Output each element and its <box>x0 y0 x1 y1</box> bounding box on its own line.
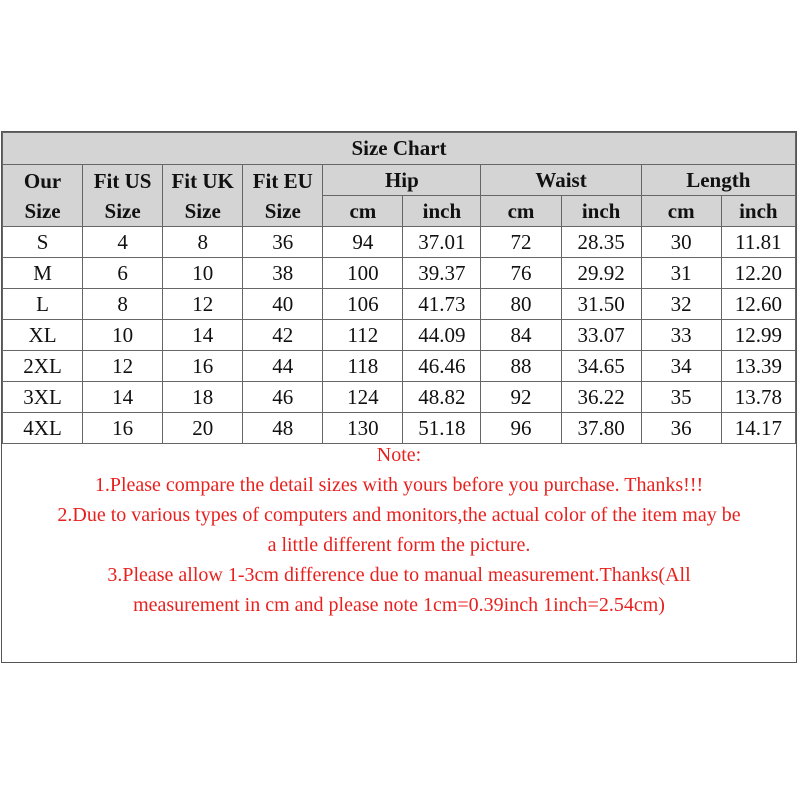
cell-hip-cm: 94 <box>323 227 403 258</box>
note-line-5: measurement in cm and please note 1cm=0.39inch 1inch=2.54cm) <box>133 594 665 616</box>
cell-length-cm: 32 <box>641 289 721 320</box>
cell-us: 16 <box>83 413 163 444</box>
unit-length-cm: cm <box>641 196 721 227</box>
cell-waist-cm: 96 <box>481 413 561 444</box>
cell-waist-cm: 84 <box>481 320 561 351</box>
cell-hip-cm: 118 <box>323 351 403 382</box>
size-table <box>2 132 796 444</box>
cell-us: 6 <box>83 258 163 289</box>
cell-hip-cm: 100 <box>323 258 403 289</box>
cell-size: 3XL <box>3 382 83 413</box>
table-row <box>3 351 796 382</box>
header-fit-eu-line1: Fit EU <box>252 168 313 193</box>
cell-us: 8 <box>83 289 163 320</box>
cell-size: S <box>3 227 83 258</box>
cell-length-inch: 13.78 <box>721 382 795 413</box>
cell-eu: 40 <box>243 289 323 320</box>
cell-waist-cm: 76 <box>481 258 561 289</box>
header-fit-eu <box>243 165 323 227</box>
cell-waist-cm: 80 <box>481 289 561 320</box>
cell-length-cm: 31 <box>641 258 721 289</box>
notes-section <box>2 440 796 620</box>
title-row <box>3 133 796 165</box>
unit-length-inch: inch <box>721 196 795 227</box>
cell-waist-cm: 88 <box>481 351 561 382</box>
cell-length-inch: 12.60 <box>721 289 795 320</box>
note-line-1: 1.Please compare the detail sizes with yours before you purchase. Thanks!!! <box>94 474 704 496</box>
cell-hip-cm: 112 <box>323 320 403 351</box>
header-row-1 <box>3 165 796 196</box>
table-row <box>3 227 796 258</box>
cell-hip-inch: 41.73 <box>403 289 481 320</box>
cell-waist-inch: 28.35 <box>561 227 641 258</box>
size-chart <box>1 131 797 663</box>
cell-hip-inch: 37.01 <box>403 227 481 258</box>
cell-hip-inch: 48.82 <box>403 382 481 413</box>
cell-us: 4 <box>83 227 163 258</box>
cell-us: 12 <box>83 351 163 382</box>
header-fit-uk <box>163 165 243 227</box>
cell-eu: 36 <box>243 227 323 258</box>
header-length: Length <box>641 165 795 196</box>
header-fit-us-line2: Size <box>104 198 141 223</box>
cell-eu: 38 <box>243 258 323 289</box>
cell-size: M <box>3 258 83 289</box>
cell-size: XL <box>3 320 83 351</box>
note-line-4: 3.Please allow 1-3cm difference due to manual measurement.Thanks(All <box>107 564 691 586</box>
cell-waist-cm: 92 <box>481 382 561 413</box>
table-row <box>3 320 796 351</box>
cell-uk: 14 <box>163 320 243 351</box>
chart-title: Size Chart <box>3 133 796 165</box>
header-our-size-line2: Size <box>24 198 61 223</box>
cell-waist-inch: 34.65 <box>561 351 641 382</box>
cell-length-cm: 36 <box>641 413 721 444</box>
header-our-size-line1: Our <box>23 168 62 193</box>
cell-hip-cm: 124 <box>323 382 403 413</box>
cell-eu: 46 <box>243 382 323 413</box>
table-row <box>3 413 796 444</box>
header-fit-eu-line2: Size <box>264 198 301 223</box>
cell-length-cm: 33 <box>641 320 721 351</box>
cell-size: 2XL <box>3 351 83 382</box>
cell-uk: 18 <box>163 382 243 413</box>
cell-hip-inch: 44.09 <box>403 320 481 351</box>
cell-length-inch: 13.39 <box>721 351 795 382</box>
cell-length-inch: 14.17 <box>721 413 795 444</box>
header-fit-uk-line2: Size <box>184 198 221 223</box>
cell-waist-inch: 31.50 <box>561 289 641 320</box>
header-fit-uk-line1: Fit UK <box>171 168 234 193</box>
cell-size: L <box>3 289 83 320</box>
cell-uk: 20 <box>163 413 243 444</box>
cell-waist-inch: 29.92 <box>561 258 641 289</box>
cell-waist-inch: 37.80 <box>561 413 641 444</box>
table-row <box>3 382 796 413</box>
cell-eu: 44 <box>243 351 323 382</box>
cell-us: 10 <box>83 320 163 351</box>
cell-length-cm: 30 <box>641 227 721 258</box>
header-waist: Waist <box>481 165 641 196</box>
cell-hip-inch: 46.46 <box>403 351 481 382</box>
unit-waist-cm: cm <box>481 196 561 227</box>
cell-length-inch: 12.20 <box>721 258 795 289</box>
header-our-size <box>3 165 83 227</box>
cell-us: 14 <box>83 382 163 413</box>
cell-uk: 12 <box>163 289 243 320</box>
cell-eu: 42 <box>243 320 323 351</box>
table-row <box>3 258 796 289</box>
cell-length-cm: 34 <box>641 351 721 382</box>
header-fit-us-line1: Fit US <box>93 168 152 193</box>
cell-eu: 48 <box>243 413 323 444</box>
header-hip: Hip <box>323 165 481 196</box>
note-line-2: 2.Due to various types of computers and monitors,the actual color of the item may be <box>57 504 741 526</box>
cell-hip-cm: 106 <box>323 289 403 320</box>
table-row <box>3 289 796 320</box>
cell-waist-inch: 33.07 <box>561 320 641 351</box>
notes-heading: Note: <box>376 444 422 466</box>
cell-length-cm: 35 <box>641 382 721 413</box>
cell-hip-cm: 130 <box>323 413 403 444</box>
cell-uk: 8 <box>163 227 243 258</box>
cell-waist-cm: 72 <box>481 227 561 258</box>
cell-uk: 16 <box>163 351 243 382</box>
unit-hip-cm: cm <box>323 196 403 227</box>
unit-hip-inch: inch <box>403 196 481 227</box>
note-line-3: a little different form the picture. <box>267 534 531 556</box>
cell-hip-inch: 39.37 <box>403 258 481 289</box>
cell-size: 4XL <box>3 413 83 444</box>
cell-hip-inch: 51.18 <box>403 413 481 444</box>
header-fit-us <box>83 165 163 227</box>
cell-length-inch: 12.99 <box>721 320 795 351</box>
cell-uk: 10 <box>163 258 243 289</box>
unit-waist-inch: inch <box>561 196 641 227</box>
cell-length-inch: 11.81 <box>721 227 795 258</box>
cell-waist-inch: 36.22 <box>561 382 641 413</box>
